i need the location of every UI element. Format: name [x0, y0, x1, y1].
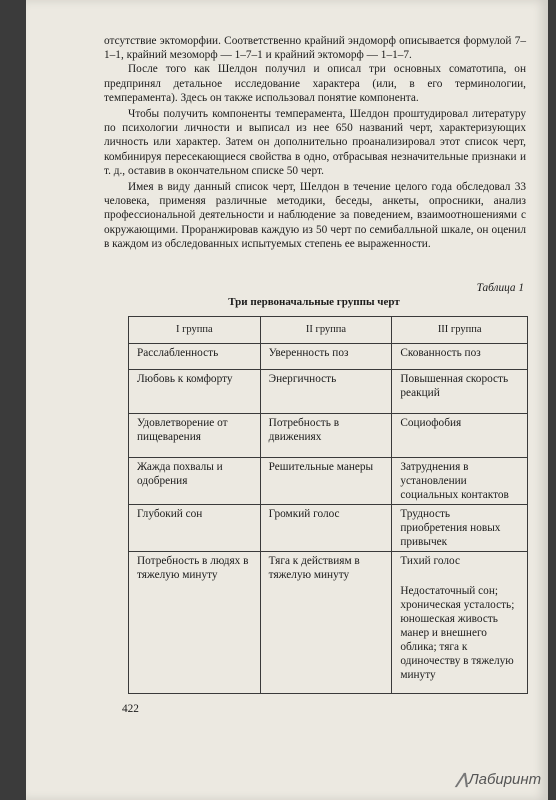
table-cell: Повышенная скорость реакций: [392, 370, 528, 414]
watermark-logo: [456, 770, 541, 788]
paragraph: Имея в виду данный список черт, Шелдон в течение целого года обследовал 33 человека, применяя различные методики, беседы, анкеты, опросники, анализ профессиональной деятельности и наблюдение за поведением, взаимоотношениями с окружающими. Проранжировав каждую из 50 черт по семибалльной шкале, он оценил в каждом из обследованных испытуемых степень ее выраженности.: [104, 181, 526, 250]
paragraph: отсутствие эктоморфии. Соответственно крайний эндоморф описывается формулой 7–1–1, крайний мезоморф — 1–7–1 и крайний эктоморф — 1–1–7.: [104, 35, 526, 62]
table-cell: Расслабленность: [129, 344, 261, 370]
table-row: [129, 552, 528, 694]
paragraph: Чтобы получить компоненты темперамента, Шелдон проштудировал литературу по психологии личности и выписал из нее 650 названий черт, характеризующих личность или характер. Затем он дополнительно проанализировал этот список черт, комбинируя пересекающиеся свойства в одно, отбрасывая незначительные признаки и т. д., оставив в окончательном списке 50 черт.: [104, 108, 526, 177]
paragraph: После того как Шелдон получил и описал три основных соматотипа, он предпринял детальное исследование характера (или, в его терминологии, темперамента). Здесь он также использовал понятие компонента.: [104, 63, 526, 104]
table-cell: Трудность приобретения новых привычек: [392, 505, 528, 552]
table-row: [129, 414, 528, 458]
table-row: [129, 344, 528, 370]
table-header-cell: II группа: [260, 317, 392, 344]
table-cell: Потребность в людях в тяжелую минуту: [129, 552, 261, 694]
table-cell: Удовлетворение от пищеварения: [129, 414, 261, 458]
table-row: [129, 370, 528, 414]
book-page: [26, 0, 548, 800]
table-row: [129, 505, 528, 552]
watermark-text: Лабиринт: [468, 771, 542, 788]
table-cell: Социофобия: [392, 414, 528, 458]
table-header-row: [129, 317, 528, 344]
table-header-cell: III группа: [392, 317, 528, 344]
logo-icon: ⋀: [456, 771, 469, 788]
page-number: 422: [122, 703, 139, 715]
table-cell: Громкий голос: [260, 505, 392, 552]
traits-table: [128, 316, 528, 694]
body-text: [104, 34, 526, 251]
table-cell: Скованность поз: [392, 344, 528, 370]
table-cell-text: Тихий голос: [400, 555, 460, 567]
table-cell: Потребность в движениях: [260, 414, 392, 458]
table-cell: Решительные манеры: [260, 458, 392, 505]
table-cell: Тяга к действиям в тяжелую минуту: [260, 552, 392, 694]
table-cell: Энергичность: [260, 370, 392, 414]
table-label: Таблица 1: [476, 282, 524, 294]
table-title: Три первоначальные группы черт: [228, 296, 400, 308]
table-cell: Любовь к комфорту: [129, 370, 261, 414]
table-cell: Глубокий сон: [129, 505, 261, 552]
table-row: [129, 458, 528, 505]
table-cell-text: Недостаточный сон; хроническая усталость; юношеская живость манер и внешнего облика; тяга к одиночеству в тяжелую минуту: [400, 585, 515, 681]
table-cell: Жажда похвалы и одобрения: [129, 458, 261, 505]
table-cell: Уверенность поз: [260, 344, 392, 370]
table-header-cell: I группа: [129, 317, 261, 344]
table-cell: [392, 552, 528, 694]
table-cell: Затруднения в установлении социальных контактов: [392, 458, 528, 505]
